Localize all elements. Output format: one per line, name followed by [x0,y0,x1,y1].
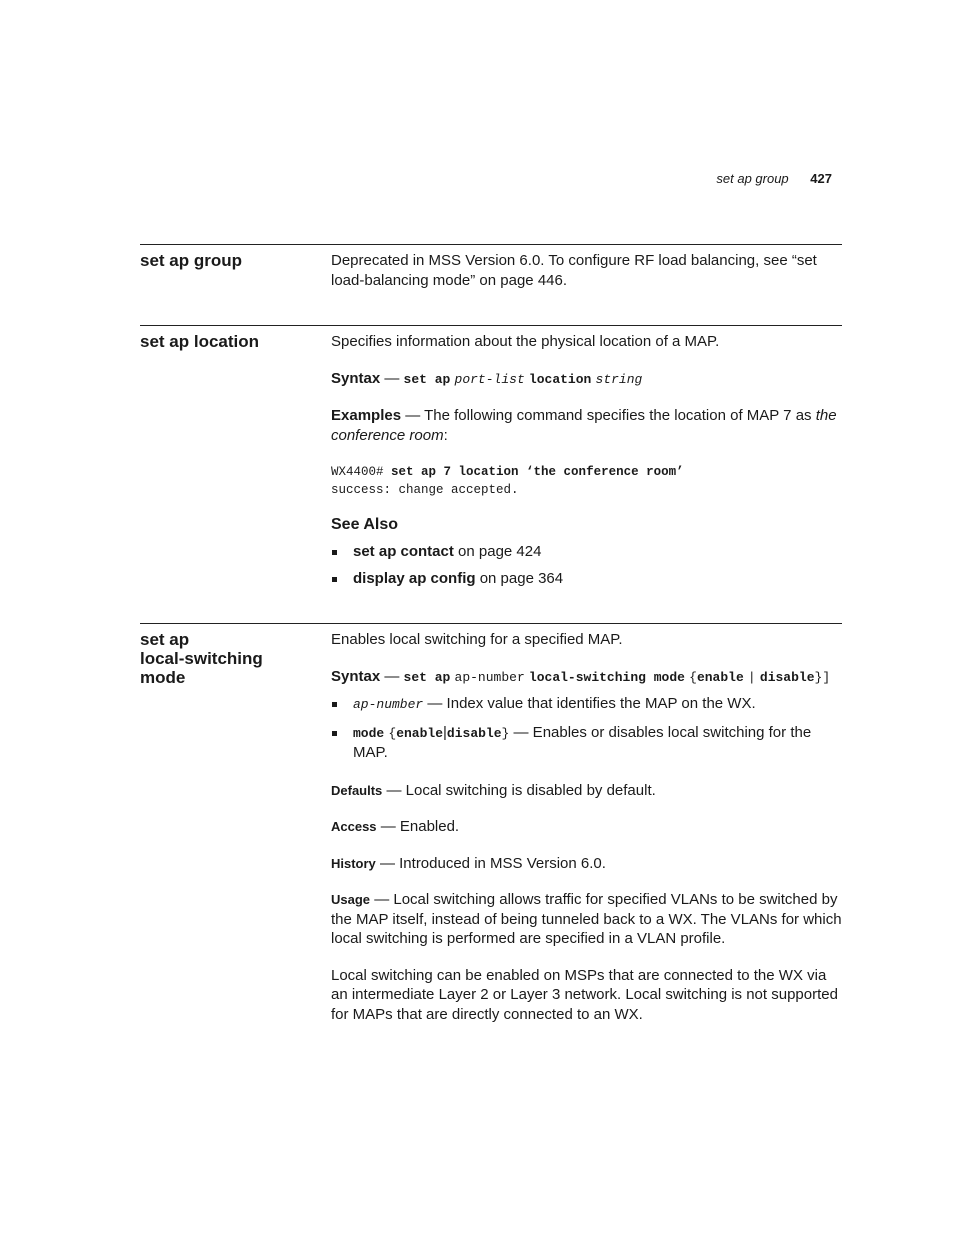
syntax-line [331,667,842,688]
examples-text: — The following command specifies the location of MAP 7 as [405,407,812,424]
section-heading-set-ap-local-switching-mode [140,630,320,687]
heading-line: set ap [140,630,190,649]
defaults-label: Defaults [331,782,383,798]
see-also-link[interactable]: display ap config [353,570,476,587]
description: Deprecated in MSS Version 6.0. To configure RF load balancing, see “set load-balancing mode” on page 446. [331,252,817,289]
parameter-brace: { [388,725,397,741]
description: Specifies information about the physical location of a MAP. [331,333,720,350]
syntax-brace: { [689,669,697,685]
section-body-set-ap-group [331,251,842,290]
parameter-item [331,694,842,715]
section-heading-set-ap-location: set ap location [140,332,260,351]
parameter-separator: | [443,723,447,741]
parameter-brace: } [501,725,510,741]
history-label: History [331,855,376,871]
examples-label: Examples [331,407,402,424]
see-also-item[interactable] [331,569,842,589]
parameter-description: — Index value that identifies the MAP on the WX. [427,695,756,712]
syntax-line [331,369,842,390]
see-also-page: on page 364 [479,570,564,587]
section-divider [140,244,842,245]
history-paragraph [331,854,842,874]
parameter-option: enable [396,725,444,741]
code-prompt: WX4400# [331,465,384,479]
access-paragraph [331,817,842,837]
defaults-paragraph [331,781,842,801]
syntax-command: set ap [403,669,451,685]
usage-paragraph [331,890,842,949]
syntax-keyword: local-switching mode [528,669,685,685]
examples-colon: : [443,426,448,444]
heading-line: local-switching [140,649,263,668]
syntax-keyword: location [528,371,592,387]
syntax-option: disable [759,669,815,685]
heading-line: mode [140,668,186,687]
syntax-option: enable [696,669,744,685]
syntax-brace: }] [814,669,831,685]
defaults-text: — Local switching is disabled by default. [386,781,656,799]
parameter-option: disable [446,725,502,741]
section-heading-set-ap-group: set ap group [140,251,243,270]
access-label: Access [331,819,377,834]
parameter-description: — Enables or disables local switching for the MAP. [353,723,812,761]
history-text: — Introduced in MSS Version 6.0. [379,854,606,872]
parameter-item [331,723,842,763]
usage-label: Usage [331,892,371,907]
dash: — [384,369,400,387]
syntax-label: Syntax [331,667,381,685]
parameter-name: ap-number [353,697,424,712]
running-header [716,171,832,186]
examples-paragraph [331,406,842,445]
see-also-list [331,542,842,589]
see-also-link[interactable]: set ap contact [353,542,454,560]
code-line-command [331,463,842,481]
syntax-argument: string [595,371,643,387]
section-body-set-ap-local-switching-mode [331,630,842,1024]
parameter-name: mode [353,725,385,741]
dash: — [384,667,400,685]
running-header-title: set ap group [716,171,789,186]
syntax-separator: | [747,669,756,685]
syntax-argument: ap-number [454,669,525,685]
section-divider [140,325,842,326]
code-command: set ap 7 location ‘the conference room’ [391,465,684,479]
parameter-list [331,694,842,763]
syntax-label: Syntax [331,369,381,387]
section-body-set-ap-location [331,332,842,589]
see-also-heading: See Also [331,516,398,533]
syntax-command: set ap [403,371,451,387]
see-also-page: on page 424 [458,542,542,560]
code-line-output: success: change accepted. [331,483,519,497]
description: Enables local switching for a specified MAP. [331,631,623,648]
usage-paragraph-2: Local switching can be enabled on MSPs that are connected to the WX via an intermediate Layer 2 or Layer 3 network. Local switching is not supported for MAPs that are directly connected to an WX. [331,966,838,1023]
examples-italic: the conference room [331,407,837,444]
usage-text: — Local switching allows traffic for specified VLANs to be switched by the MAP itself, instead of being tunneled back to a WX. The VLANs for which local switching is performed are specified in a VLAN profile. [331,891,842,947]
syntax-argument: port-list [454,371,525,387]
see-also-item[interactable] [331,542,842,562]
access-text: — Enabled. [380,818,460,835]
code-example [331,463,842,499]
page-number: 427 [810,171,832,186]
section-divider [140,623,842,624]
